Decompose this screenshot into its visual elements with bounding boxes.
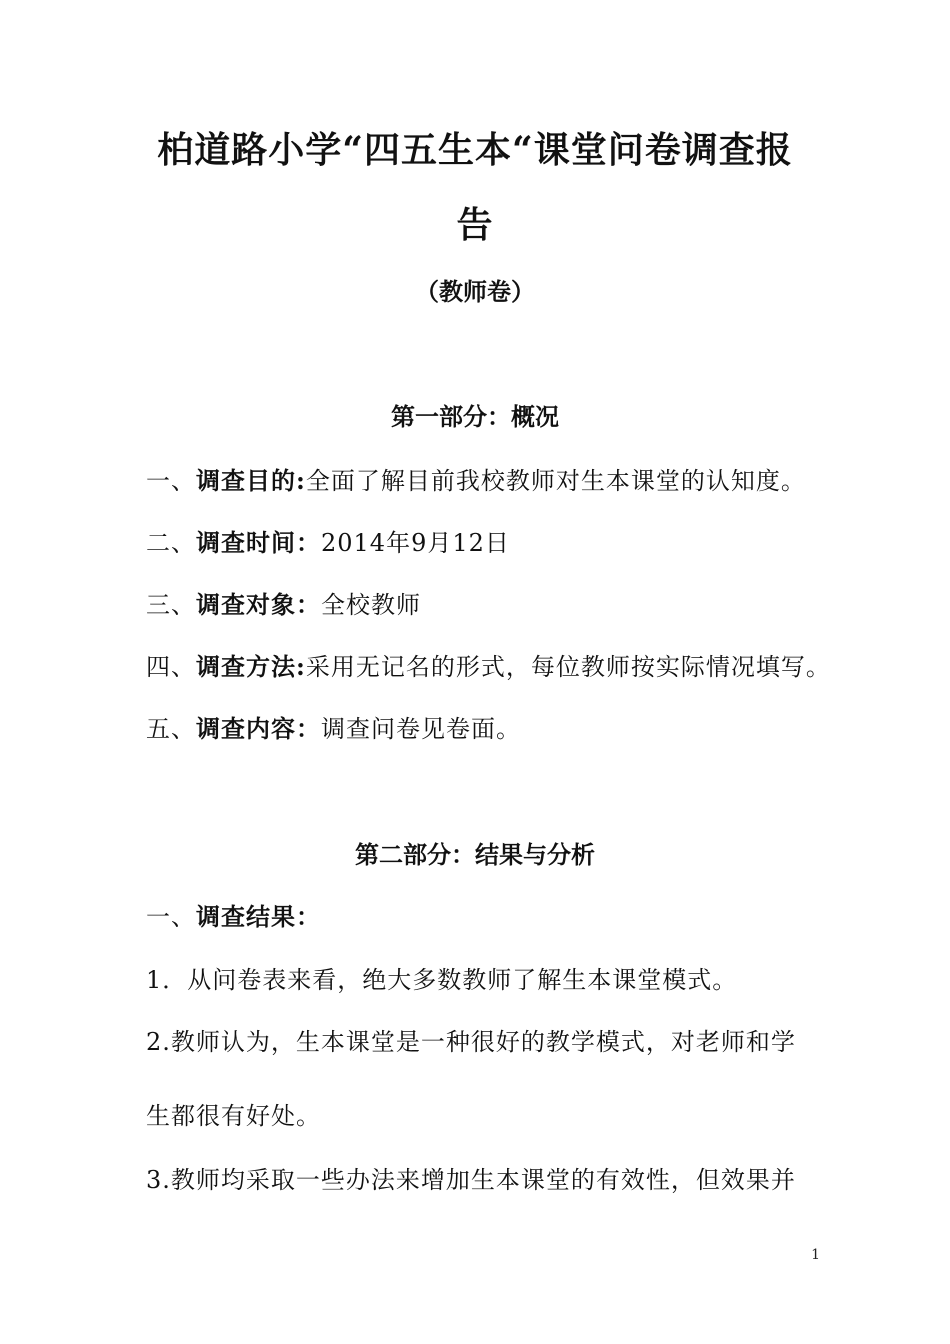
part2-heading: 第二部分：结果与分析	[355, 840, 595, 869]
document-title-line1: 柏道路小学“四五生本“课堂问卷调查报	[157, 129, 793, 171]
subheading-prefix: 一、	[146, 903, 196, 931]
item-label: 调查内容	[196, 714, 296, 743]
result-paragraph-2-continued: 生都很有好处。	[146, 1102, 321, 1130]
item-prefix: 四、	[146, 653, 196, 681]
item-prefix: 五、	[146, 715, 196, 743]
item-label: 调查目的	[196, 466, 296, 495]
survey-method	[146, 651, 831, 683]
document-title-line2: 告	[456, 204, 494, 246]
result-paragraph-1: 1．从问卷表来看，绝大多数教师了解生本课堂模式。	[146, 966, 738, 994]
item-text: 全面了解目前我校教师对生本课堂的认知度。	[305, 467, 806, 495]
survey-time	[146, 527, 826, 559]
item-prefix: 二、	[146, 529, 196, 557]
part1-heading: 第一部分：概况	[391, 402, 559, 431]
item-label: 调查时间	[196, 528, 296, 557]
item-label: 调查对象	[196, 590, 296, 619]
item-label: 调查方法	[196, 652, 296, 681]
result-paragraph-2: 2.教师认为，生本课堂是一种很好的教学模式，对老师和学	[146, 1028, 796, 1056]
results-subheading	[146, 901, 826, 933]
page-number: 1	[811, 1247, 820, 1263]
result-paragraph-3: 3.教师均采取一些办法来增加生本课堂的有效性，但效果并	[146, 1166, 796, 1194]
item-separator: ：	[296, 590, 321, 619]
item-separator: ：	[296, 714, 321, 743]
item-separator: :	[296, 652, 306, 681]
item-separator: ：	[296, 528, 321, 557]
item-prefix: 三、	[146, 591, 196, 619]
item-text: 全校教师	[321, 591, 421, 619]
survey-subjects	[146, 589, 826, 621]
document-subtitle: （教师卷）	[415, 277, 535, 306]
survey-content	[146, 713, 826, 745]
item-text: 调查问卷见卷面。	[321, 715, 521, 743]
item-prefix: 一、	[146, 467, 196, 495]
subheading-label: 调查结果：	[196, 902, 321, 931]
item-separator: :	[296, 466, 306, 495]
item-text: 采用无记名的形式，每位教师按实际情况填写。	[305, 653, 831, 681]
survey-purpose	[146, 465, 826, 497]
item-text: 2014年9月12日	[321, 529, 510, 557]
